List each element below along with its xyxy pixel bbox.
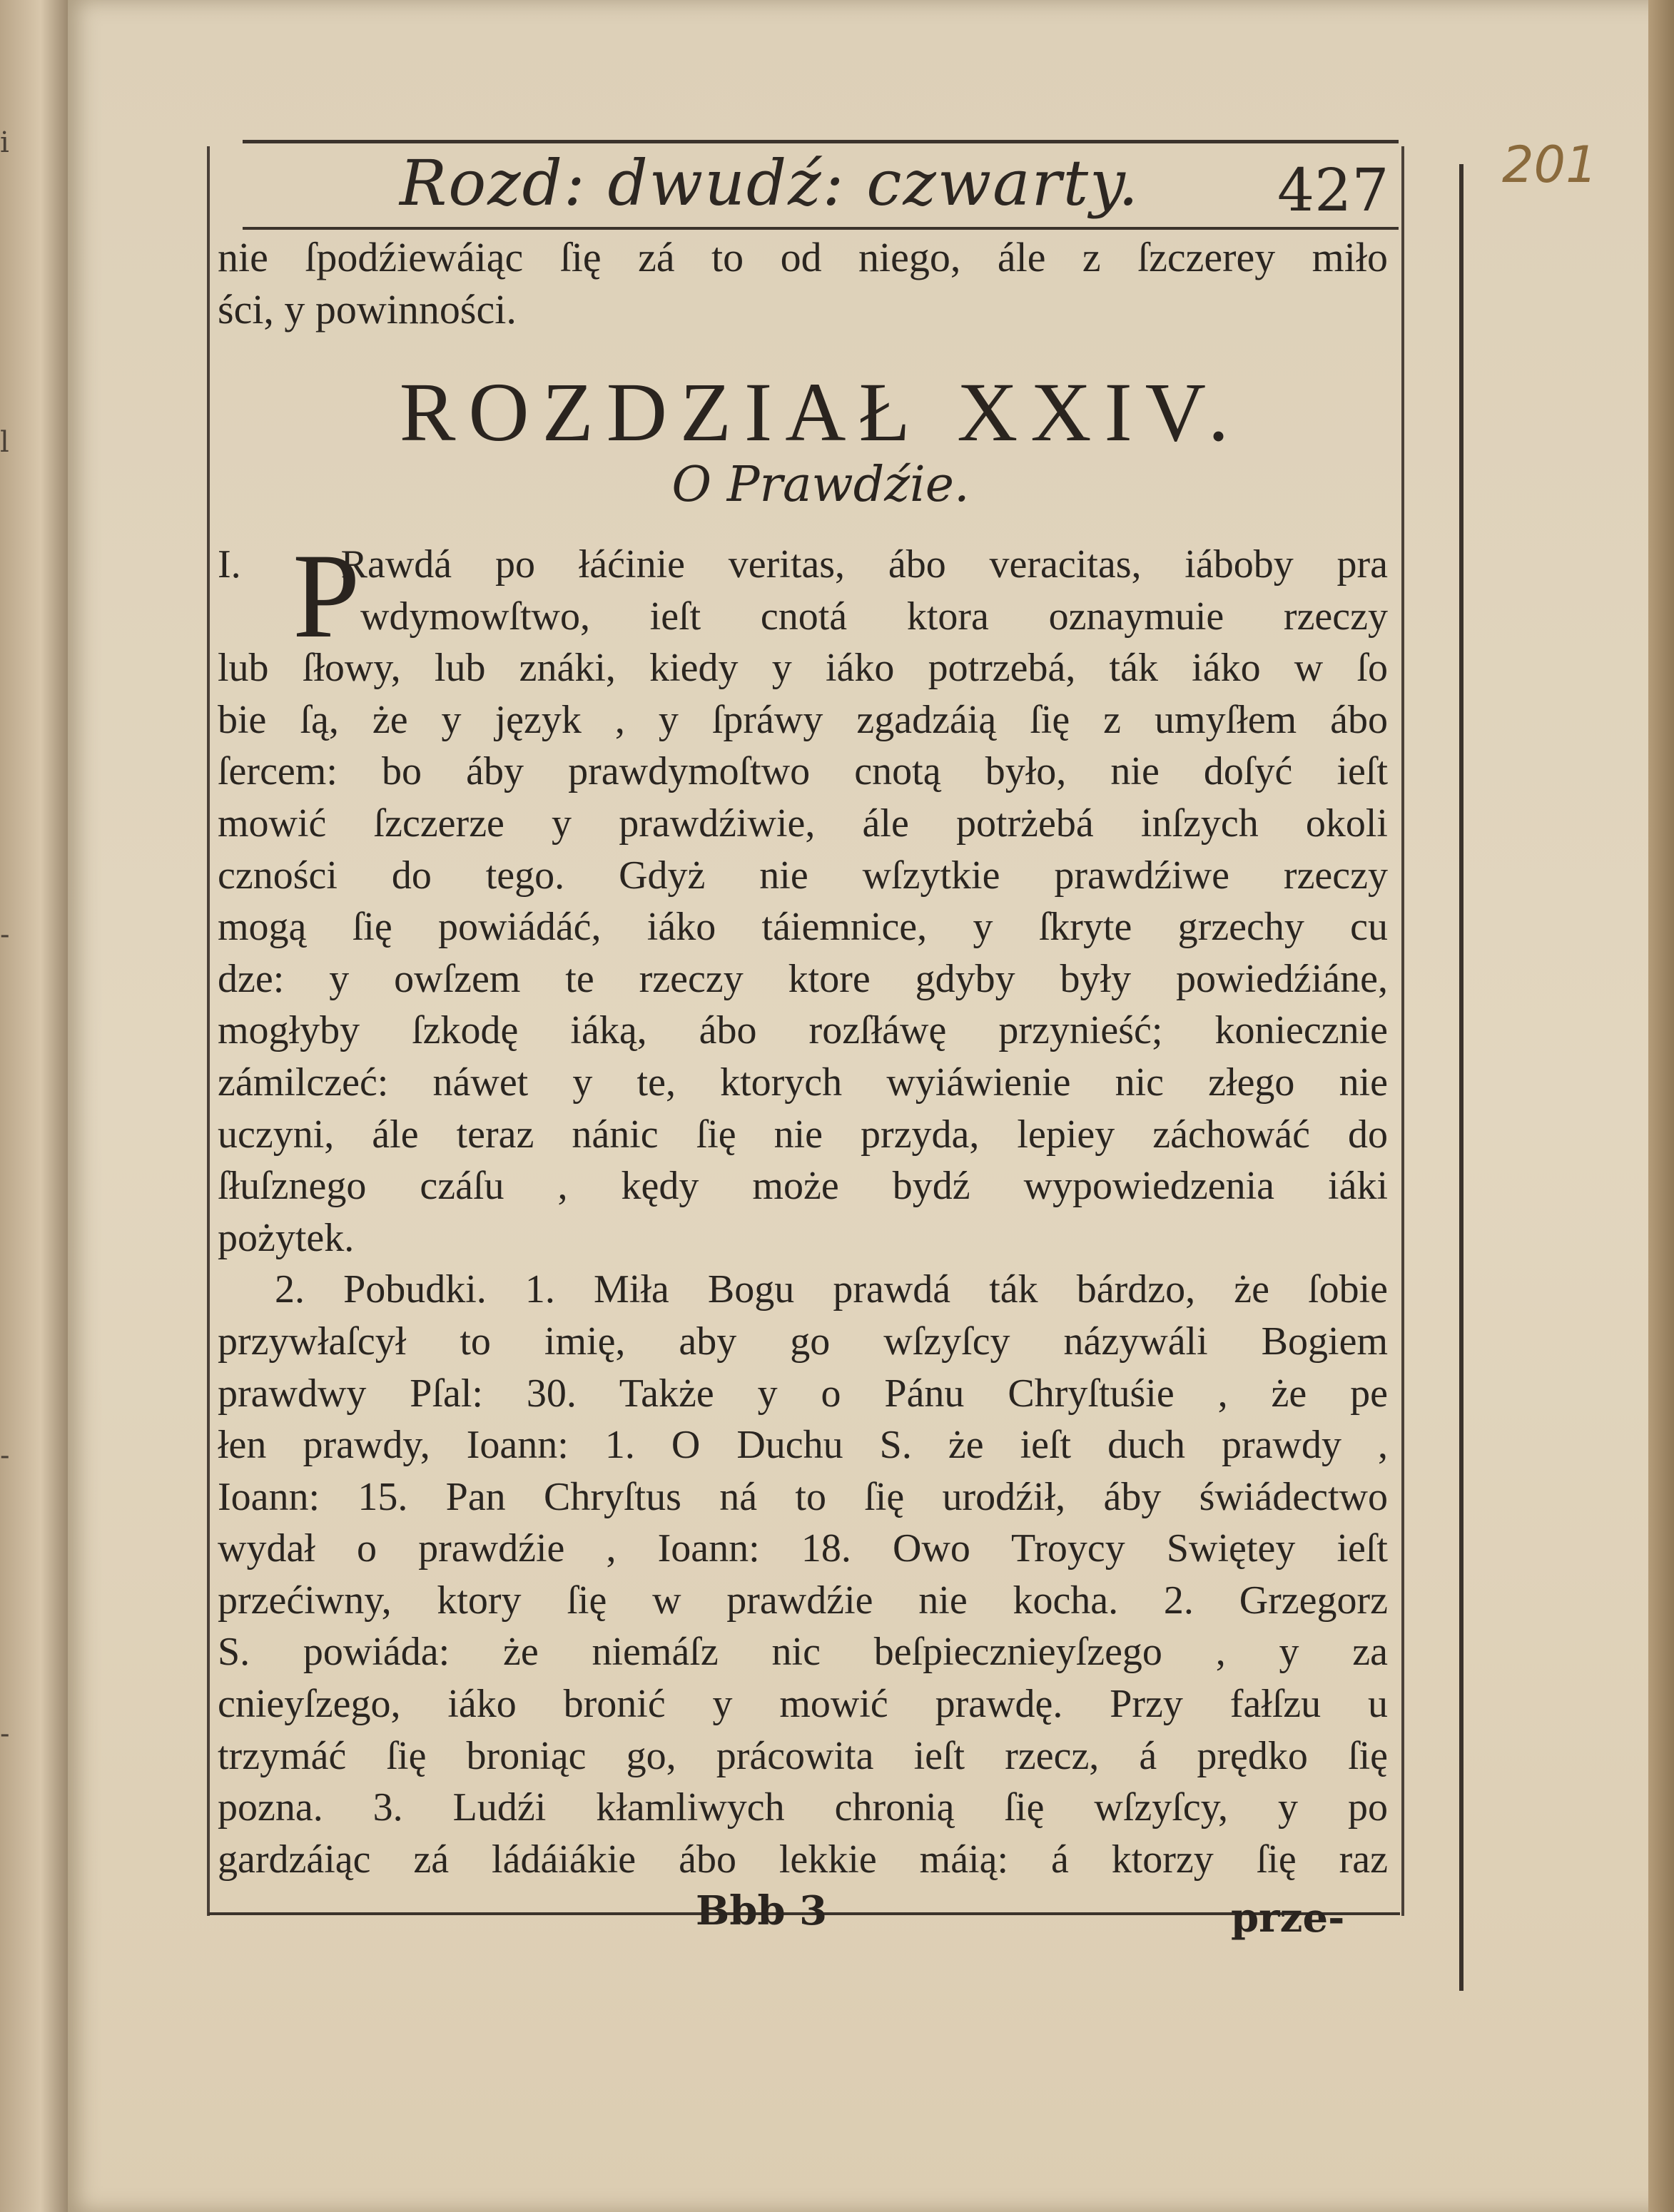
running-head: Rozd: dwudź: czwarty. [400,146,1140,220]
text-line: nie ſpodźiewáiąc ſię zá to od niego, ále z ſzczerey miło [218,234,1388,280]
text-line: wdymowſtwo, ieſt cnotá ktora oznaymuie rzeczy [360,594,1388,639]
outer-margin-rule [1459,164,1464,1991]
text-line: przećiwny, ktory ſię w prawdźie nie kocha. 2. Grzegorz [218,1578,1388,1623]
text-line: ſłuſznego czáſu , kędy może bydź wypowiedzenia iáki [218,1164,1388,1209]
text-line: 2. Pobudki. 1. Miła Bogu prawdá ták bárdzo, że ſobie [275,1267,1388,1312]
facing-page-fragment: l [0,426,9,459]
text-line: lub ſłowy, lub znáki, kiedy y iáko potrzebá, ták iáko w ſo [218,646,1388,691]
text-line: wydał o prawdźie , Ioann: 18. Owo Troycy Swiętey ieſt [218,1526,1388,1571]
chapter-subtitle: O Prawdźie. [671,457,970,513]
text-line: mogą ſię powiádáć, iáko táiemnice, y ſkryte grzechy cu [218,905,1388,950]
chapter-title: ROZDZIAŁ XXIV. [399,365,1242,459]
paragraph-1 [218,529,1388,1264]
page-edge [1648,0,1674,2212]
archive-folio-number: 201 [1502,136,1598,194]
facing-page-fragment: - [0,1439,10,1472]
paragraph-label: I. [218,542,241,587]
text-line: uczyni, ále teraz nánic ſię nie przyda, lepiey záchowáć do [218,1112,1388,1157]
text-line: bie ſą, że y język , y ſpráwy zgadzáią ſię z umyſłem ábo [218,697,1388,742]
text-line: pozna. 3. Ludźi kłamliwych chronią ſię wſzyſcy, y po [218,1785,1388,1830]
text-line [218,539,1388,591]
facing-page-edge [0,0,68,2212]
text-line: zámilczeć: náwet y te, ktorych wyiáwienie nic złego nie [218,1060,1388,1105]
text-line: cnieyſzego, iáko bronić y mowić prawdę. Przy fałſzu u [218,1682,1388,1727]
text-line: mogłyby ſzkodę iáką, ábo rozſłáwę przynieść; koniecznie [218,1008,1388,1053]
text-line: prawdwy Pſal: 30. Także y o Pánu Chryſtuśie , że pe [218,1371,1388,1416]
facing-page-fragment: - [0,918,10,951]
text-line: trzymáć ſię broniąc go, prácowita ieſt rzecz, á prędko ſię [218,1733,1388,1778]
drop-cap: P [293,529,360,663]
main-text [218,529,1388,1885]
text-line: dze: y owſzem te rzeczy ktore gdyby były powiedźiáne, [218,956,1388,1001]
text-line-content: Rawdá po łáćinie veritas, ábo veracitas, iáboby pra [340,542,1388,587]
text-line: gardzáiąc zá ládáiákie ábo lekkie máią: á ktorzy ſię raz [218,1837,1388,1882]
text-line: ſercem: bo áby prawdymoſtwo cnotą było, nie doſyć ieſt [218,749,1388,794]
facing-page-fragment: - [0,1718,10,1750]
text-line: przywłaſcył to imię, aby go wſzyſcy názywáli Bogiem [218,1319,1388,1364]
text-line: S. powiáda: że niemáſz nic beſpiecznieyſzego , y za [218,1630,1388,1675]
text-line: ści, y powinności. [218,285,517,333]
text-line: mowić ſzczerze y prawdźiwie, ále potrżebá inſzych okoli [218,801,1388,846]
text-line: czności do tego. Gdyż nie wſzytkie prawdźiwe rzeczy [218,853,1388,898]
top-rule [243,140,1399,143]
catchword: prze- [1231,1894,1345,1942]
text-line: Ioann: 15. Pan Chryſtus ná to ſię urodźił, áby świádectwo [218,1474,1388,1519]
signature-mark: Bbb 3 [696,1887,828,1934]
paragraph-2 [218,1264,1388,1885]
page-number: 427 [1277,157,1389,225]
facing-page-fragment: i [0,126,9,159]
text-line: łen prawdy, Ioann: 1. O Duchu S. że ieſt duch prawdy , [218,1423,1388,1468]
intro-text [218,232,1388,335]
text-line: pożytek. [218,1215,355,1260]
